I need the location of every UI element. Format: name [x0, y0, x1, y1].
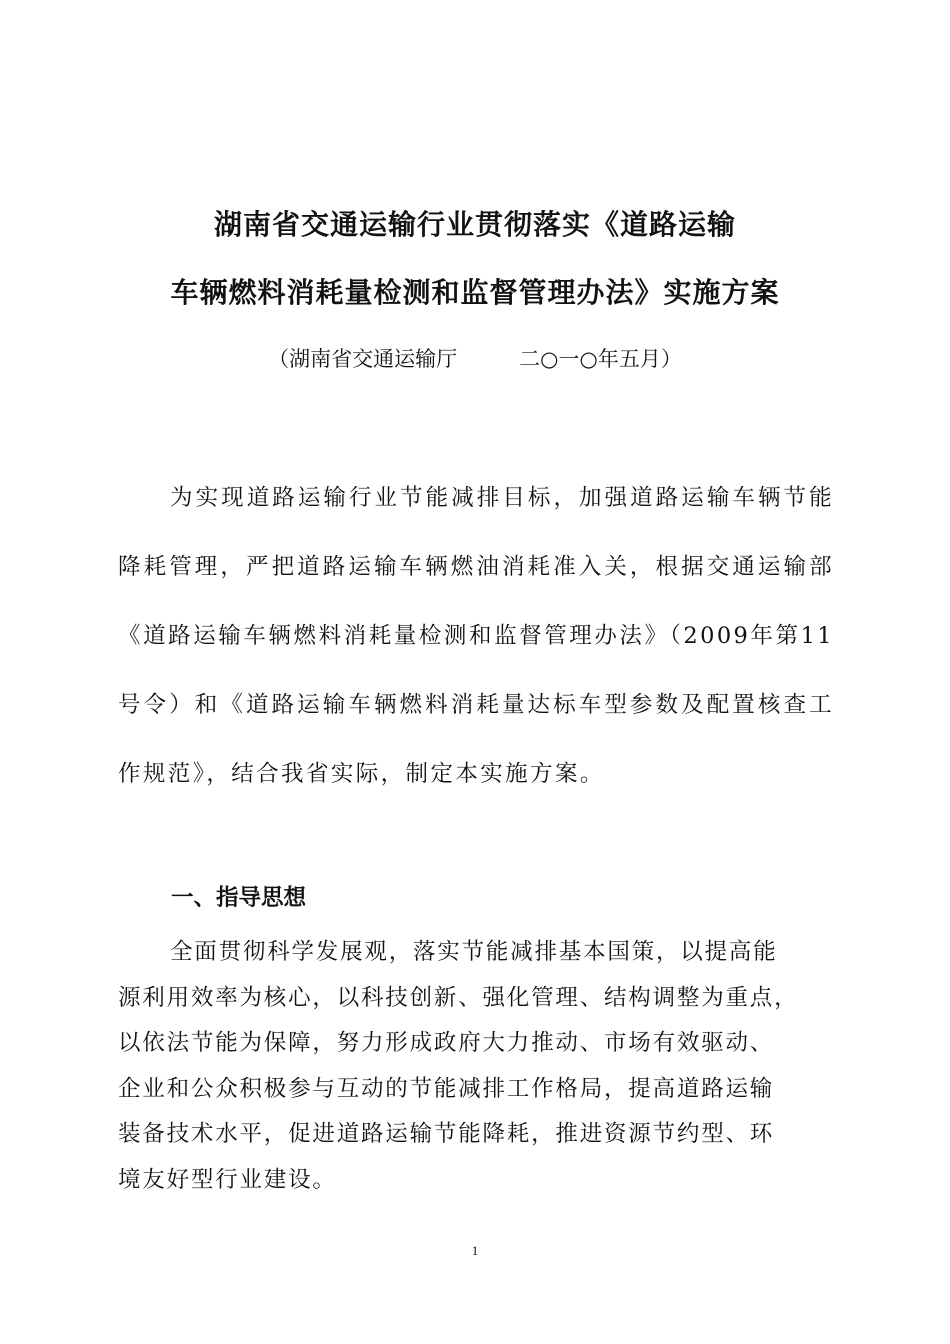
- document-subtitle: [0, 343, 950, 373]
- document-title-line-1: 湖南省交通运输行业贯彻落实《道路运输: [213, 208, 736, 241]
- paragraph-line: 境友好型行业建设。: [118, 1166, 337, 1193]
- paragraph-line: 装备技术水平，促进道路运输节能降耗，推进资源节约型、环: [118, 1121, 775, 1147]
- intro-paragraph: 为实现道路运输行业节能减排目标，加强道路运输车辆节能降耗管理，严把道路运输车辆燃油消耗准入关，根据交通运输部《道路运输车辆燃料消耗量检测和监督管理办法》（2009年第11号令）和《道路运输车辆燃料消耗量达标车型参数及配置核查工作规范》，结合我省实际，制定本实施方案。: [118, 485, 834, 787]
- page-number: 1: [471, 1243, 479, 1258]
- section-heading-guiding-ideology: 一、指导思想: [171, 885, 307, 911]
- paragraph-line: 企业和公众积极参与互动的节能减排工作格局，提高道路运输: [118, 1075, 775, 1102]
- subtitle-issuer: （湖南省交通运输厅: [268, 347, 458, 371]
- paragraph-line: 全面贯彻科学发展观，落实节能减排基本国策，以提高能: [170, 939, 778, 965]
- document-title-line-2: 车辆燃料消耗量检测和监督管理办法》实施方案: [170, 276, 780, 309]
- guiding-ideology-paragraph: [118, 930, 818, 1203]
- subtitle-date: 二○一○年五月）: [519, 347, 682, 371]
- paragraph-line: 源利用效率为核心，以科技创新、强化管理、结构调整为重点，: [118, 984, 799, 1011]
- paragraph-line: 以依法节能为保障，努力形成政府大力推动、市场有效驱动、: [118, 1030, 775, 1056]
